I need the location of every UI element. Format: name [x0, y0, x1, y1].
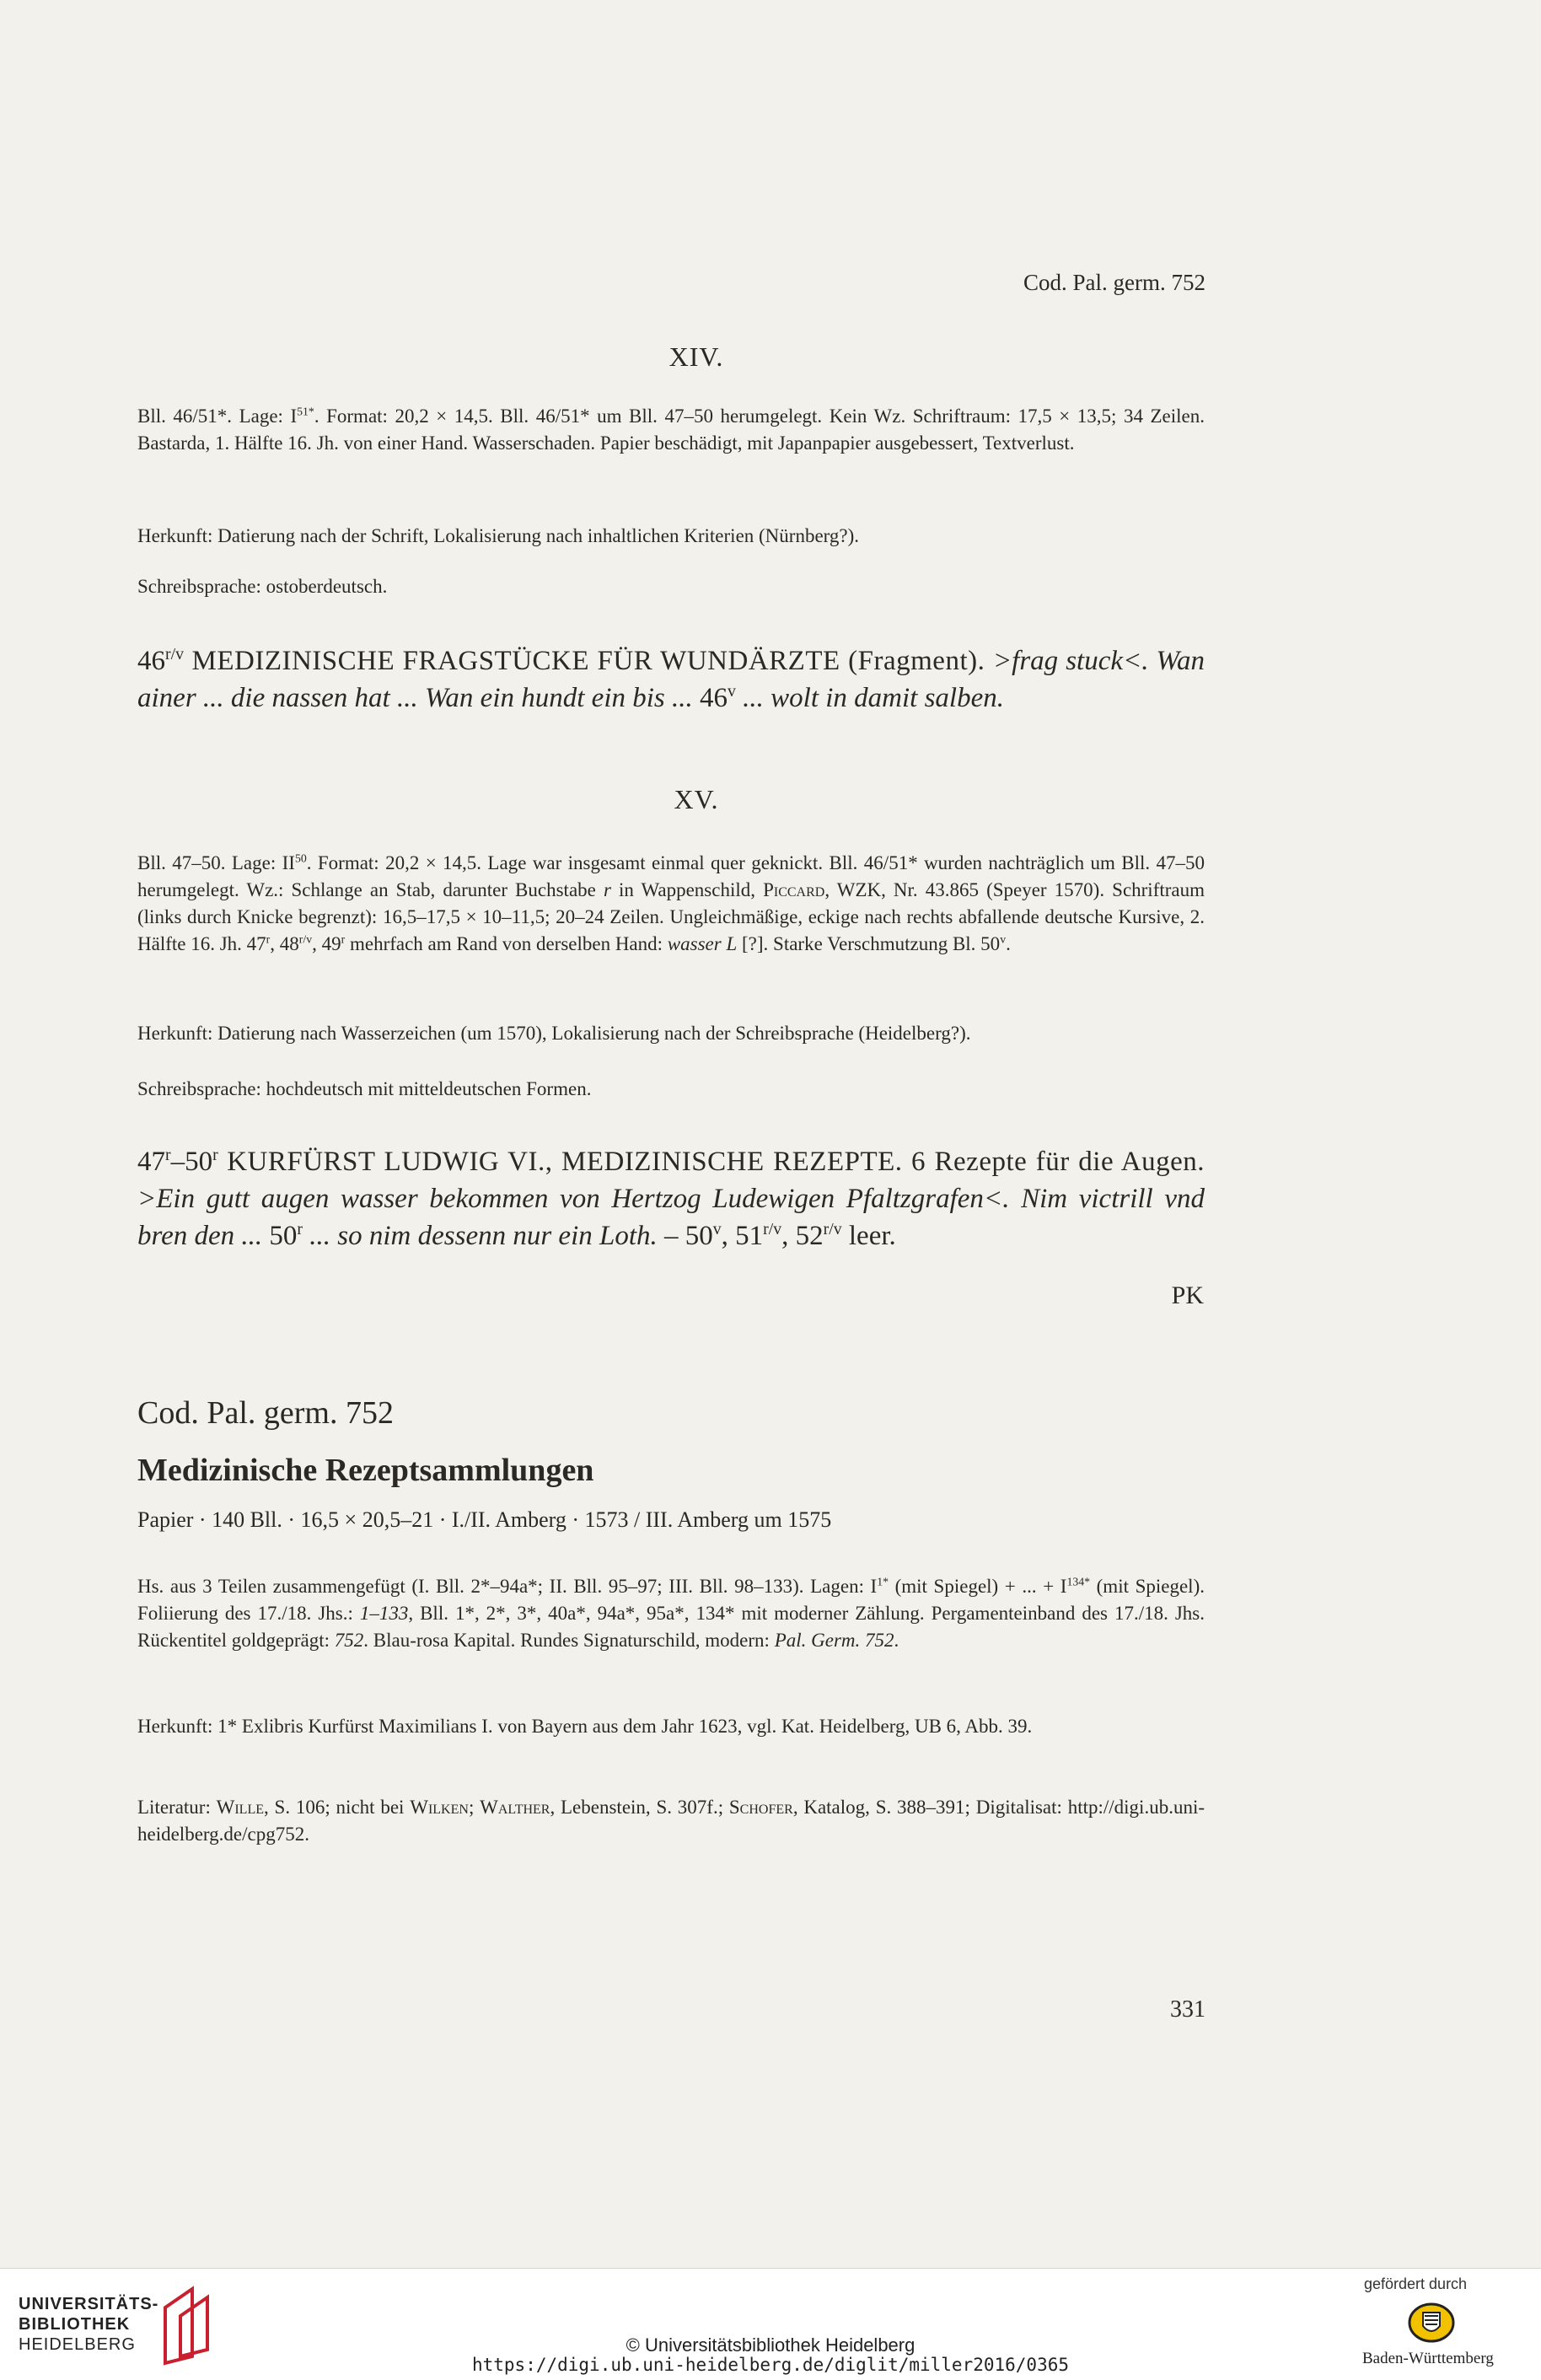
running-head: Cod. Pal. germ. 752: [1023, 270, 1205, 295]
section-xv-herkunft: Herkunft: Datierung nach Wasserzeichen (um 1570), Lokalisierung nach der Schreibsprache (Heidelberg?).: [137, 1023, 971, 1044]
codex-herkunft: Herkunft: 1* Exlibris Kurfürst Maximilians I. von Bayern aus dem Jahr 1623, vgl. Kat. Heidelberg, UB 6, Abb. 39.: [137, 1716, 1033, 1737]
permalink-url[interactable]: https://digi.ub.uni-heidelberg.de/diglit/miller2016/0365: [471, 2355, 1069, 2375]
section-xiv-description: Bll. 46/51*. Lage: $I^{51*}$. Format: 20,2 × 14,5. Bll. 46/51* um Bll. 47–50 herumgelegt. Kein Wz. Schriftraum: 17,5 × 13,5; 34 Zeilen. Bastarda, 1. Hälfte 16. Jh. von einer Hand. Wasserschaden. Papier beschädigt, mit Japanpapier ausgebessert, Textverlust.: [137, 405, 1205, 454]
ub-logo-line3: HEIDELBERG: [19, 2335, 136, 2354]
section-xv-numeral: XV.: [674, 784, 719, 814]
ub-logo-line2: BIBLIOTHEK: [19, 2315, 131, 2334]
author-signature: PK: [1171, 1281, 1204, 1309]
page-number: 331: [1170, 1996, 1205, 2023]
baden-wuerttemberg-crest-icon[interactable]: [1406, 2299, 1457, 2346]
codex-subtitle: Medizinische Rezeptsammlungen: [137, 1453, 594, 1488]
section-xiv-numeral: XIV.: [668, 341, 724, 372]
funder-name: Baden-Württemberg: [1362, 2350, 1494, 2367]
section-xv-entry: 47$^r$–50$^r$ KURFÜRST LUDWIG VI., MEDIZINISCHE REZEPTE. 6 Rezepte für die Augen. >Ein gutt augen wasser bekommen von Hertzog Ludewigen Pfaltzgrafen<. Nim victrill vnd bren den ... 50$^r$ ... so nim dessenn nur ein Loth. – 50$^v$, $51^{r/v}$, $52^{r/v}$ leer.: [137, 1146, 1205, 1251]
codex-title: Cod. Pal. germ. 752: [137, 1395, 394, 1431]
section-xiv-herkunft: Herkunft: Datierung nach der Schrift, Lokalisierung nach inhaltlichen Kriterien (Nürnberg?).: [137, 525, 860, 546]
codex-literatur: Literatur: Wille, S. 106; nicht bei Wilken; Walther, Lebenstein, S. 307f.; Schofer, Katalog, S. 388–391; Digitalisat: http://digi.ub.uni-heidelberg.de/cpg752.: [137, 1797, 1205, 1845]
section-xiv-schreibsprache: Schreibsprache: ostoberdeutsch.: [137, 576, 388, 597]
section-xiv-entry: $46^{r/v}$ MEDIZINISCHE FRAGSTÜCKE FÜR WUNDÄRZTE (Fragment). >frag stuck<. Wan ainer ... die nassen hat ... Wan ein hundt ein bis ... 46$^v$ ... wolt in damit salben.: [137, 645, 1205, 713]
section-xv-schreibsprache: Schreibsprache: hochdeutsch mit mitteldeutschen Formen.: [137, 1078, 592, 1099]
codex-meta: Papier · 140 Bll. · 16,5 × 20,5–21 · I./II. Amberg · 1573 / III. Amberg um 1575: [137, 1507, 832, 1532]
ub-logo-line1: UNIVERSITÄTS-: [19, 2295, 159, 2313]
funded-by-label: gefördert durch: [1364, 2275, 1468, 2292]
copyright-notice: © Universitätsbibliothek Heidelberg: [626, 2334, 915, 2356]
section-xv-description: Bll. 47–50. Lage: II$^{50}$. Format: 20,2 × 14,5. Lage war insgesamt einmal quer geknickt. Bll. 46/51* wurden nachträglich um Bll. 47–50 herumgelegt. Wz.: Schlange an Stab, darunter Buchstabe r in Wappenschild, Piccard, WZK, Nr. 43.865 (Speyer 1570). Schriftraum (links durch Knicke begrenzt): 16,5–17,5 × 10–11,5; 20–24 Zeilen. Ungleichmäßige, eckige nach rechts abfallende deutsche Kursive, 2. Hälfte 16. Jh. 47$^r$, $48^{r/v}$, 49$^r$ mehrfach am Rand von derselben Hand: wasser L [?]. Starke Verschmutzung Bl. 50$^v$.: [137, 852, 1205, 954]
footer-bar: [0, 2268, 1541, 2380]
codex-description: Hs. aus 3 Teilen zusammengefügt (I. Bll. 2*–94a*; II. Bll. 95–97; III. Bll. 98–133). Lagen: $I^{1*}$ (mit Spiegel) + ... + $I^{134*}$ (mit Spiegel). Foliierung des 17./18. Jhs.: 1–133, Bll. 1*, 2*, 3*, 40a*, 94a*, 95a*, 134* mit moderner Zählung. Pergamenteinband des 17./18. Jhs. Rückentitel goldgeprägt: 752. Blau-rosa Kapital. Rundes Signaturschild, modern: Pal. Germ. 752.: [137, 1575, 1205, 1651]
